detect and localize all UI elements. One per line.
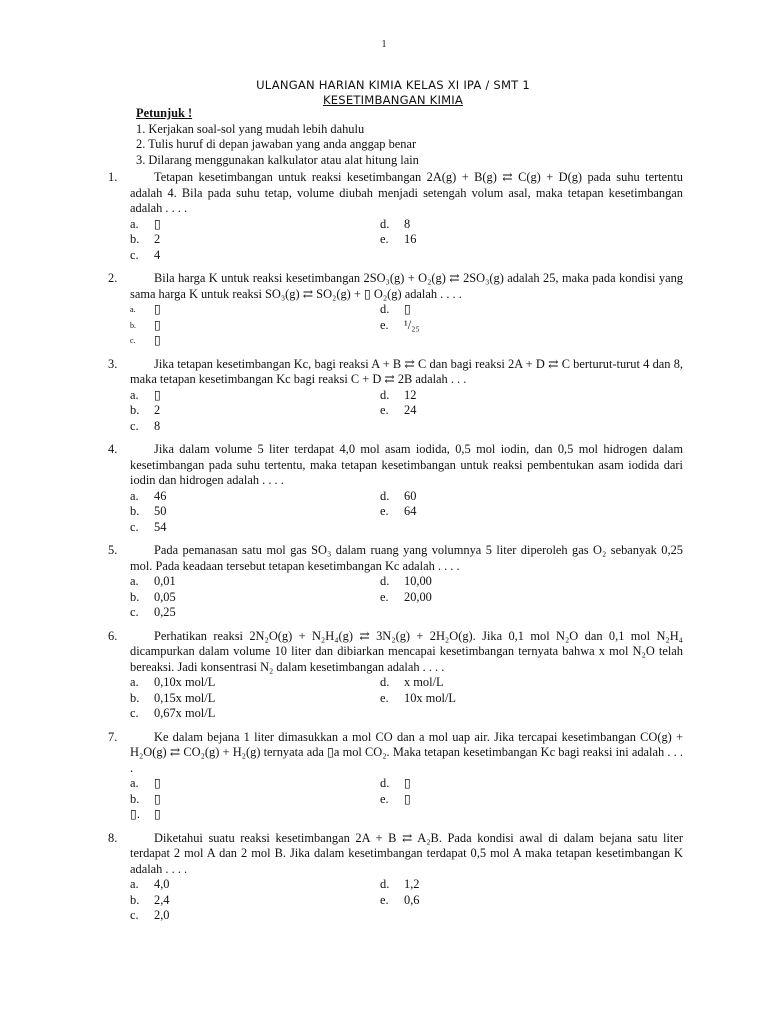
option-e[interactable]: e. 20,00 <box>380 589 432 604</box>
option-c[interactable]: c. 0,67x mol/L <box>130 706 216 720</box>
option-b[interactable]: b. 0,05 <box>130 589 176 604</box>
option-b[interactable]: b. ▯ <box>130 317 161 332</box>
answer-options <box>130 574 683 621</box>
question-2 <box>108 271 683 349</box>
option-c[interactable]: c. 54 <box>130 519 167 534</box>
option-value: 46 <box>154 488 167 503</box>
option-b[interactable]: b. 50 <box>130 504 167 518</box>
option-value: 8 <box>404 216 411 231</box>
option-a[interactable]: a. ▯ <box>130 216 161 231</box>
question-list <box>108 170 683 932</box>
option-value: 0,67x mol/L <box>154 706 216 720</box>
option-value: ▯ <box>154 807 161 821</box>
option-value: 2 <box>154 403 161 417</box>
option-b[interactable]: b. 2 <box>130 403 161 417</box>
option-a[interactable]: a. 0,10x mol/L <box>130 675 216 689</box>
option-value: 4,0 <box>154 877 170 891</box>
option-value: 0,05 <box>154 589 176 604</box>
instruction-item: 1. Kerjakan soal-sol yang mudah lebih dahulu <box>136 121 365 136</box>
question-text: Jika dalam volume 5 liter terdapat 4,0 mol asam iodida, 0,5 mol iodin, dan 0,5 mol hidrogen dalam kesetimbangan pada suhu tertentu, maka tetapan kesetimbangan untuk reaksi pembentukan asam iodida dari iodin dan hidrogen adalah . . . . <box>130 442 683 487</box>
question-6 <box>108 629 683 722</box>
page-number: 1 <box>381 39 387 50</box>
answer-options <box>130 217 683 264</box>
option-value: 0,15x mol/L <box>154 690 216 705</box>
option-e[interactable]: e. 0,6 <box>380 892 420 907</box>
option-value: 24 <box>404 403 417 417</box>
question-number: 6. <box>108 628 118 643</box>
option-a[interactable]: a. 0,01 <box>130 574 176 588</box>
option-d[interactable]: d. 12 <box>380 387 417 402</box>
question-1 <box>108 170 683 263</box>
option-b[interactable]: b. 2,4 <box>130 892 170 907</box>
answer-options <box>130 675 683 722</box>
answer-options <box>130 489 683 536</box>
option-b[interactable]: b. 0,15x mol/L <box>130 690 216 705</box>
exam-title: ULANGAN HARIAN KIMIA KELAS XI IPA / SMT 1 <box>256 78 530 92</box>
option-d[interactable]: d. ▯ <box>380 302 411 316</box>
question-text: Pada pemanasan satu mol gas SO₃ dalam ruang yang volumnya 5 liter diperoleh gas O₂ sebanyak 0,25 mol. Pada keadaan tersebut tetapan kesetimbangan Kc adalah . . . . <box>130 543 683 573</box>
option-c[interactable]: ▯. ▯ <box>130 807 161 821</box>
option-d[interactable]: d. 10,00 <box>380 574 432 588</box>
option-a[interactable]: a. 46 <box>130 488 167 503</box>
question-text: Bila harga K untuk reaksi kesetimbangan 2SO₃(g) + O₂(g) ⇄ 2SO₃(g) adalah 25, maka pada kondisi yang sama harga K untuk reaksi SO₃(g) ⇄ SO₂(g) + ▯ O₂(g) adalah . . . . <box>130 271 683 301</box>
question-text: Tetapan kesetimbangan untuk reaksi kesetimbangan 2A(g) + B(g) ⇄ C(g) + D(g) pada suhu tertentu adalah 4. Bila pada suhu tetap, volume diubah menjadi setengah volum asal, maka tetapan kesetimbangan adalah . . . . <box>130 170 683 215</box>
option-value: ▯ <box>154 791 161 806</box>
question-7 <box>108 730 683 823</box>
instructions-label: Petunjuk ! <box>136 106 193 120</box>
option-c[interactable]: c. ▯ <box>130 333 161 347</box>
option-d[interactable]: d. 1,2 <box>380 877 420 891</box>
option-c[interactable]: c. 2,0 <box>130 908 170 922</box>
question-text: Ke dalam bejana 1 liter dimasukkan a mol CO dan a mol uap air. Jika tercapai kesetimbangan CO(g) + H₂O(g) ⇄ CO₂(g) + H₂(g) ternyata ada ▯a mol CO₂. Maka tetapan kesetimbangan Kc bagi reaksi ini adalah . . . . <box>130 729 683 775</box>
option-value: 64 <box>404 504 417 518</box>
option-value: ▯ <box>404 791 411 806</box>
option-value: 12 <box>404 387 417 402</box>
option-e[interactable]: e. 10x mol/L <box>380 690 456 705</box>
exam-header <box>0 78 768 108</box>
option-value: ▯ <box>154 302 161 316</box>
option-value: 2,4 <box>154 892 170 907</box>
option-value: 0,10x mol/L <box>154 675 216 689</box>
option-e[interactable]: e. 24 <box>380 403 417 417</box>
option-c[interactable]: c. 8 <box>130 418 161 433</box>
option-value: 8 <box>154 418 161 433</box>
option-b[interactable]: b. 2 <box>130 232 161 246</box>
option-value: 20,00 <box>404 589 432 604</box>
option-e[interactable]: e. ▯ <box>380 791 411 806</box>
question-5 <box>108 543 683 621</box>
question-text: Jika tetapan kesetimbangan Kc, bagi reaksi A + B ⇄ C dan bagi reaksi 2A + D ⇄ C berturut-turut 4 dan 8, maka tetapan kesetimbangan Kc bagi reaksi C + D ⇄ 2B adalah . . . <box>130 356 683 386</box>
answer-options <box>130 302 683 349</box>
option-value: ▯ <box>154 333 161 347</box>
option-d[interactable]: d. 60 <box>380 488 417 503</box>
option-value: 60 <box>404 488 417 503</box>
option-value: ▯ <box>154 776 161 790</box>
option-value: 2,0 <box>154 908 170 922</box>
option-value: ¹/₂₅ <box>404 317 420 332</box>
option-a[interactable]: a. ▯ <box>130 387 161 402</box>
question-8 <box>108 831 683 924</box>
option-a[interactable]: a. ▯ <box>130 776 161 790</box>
option-value: 10,00 <box>404 574 432 588</box>
option-value: ▯ <box>154 387 161 402</box>
question-number: 2. <box>108 271 118 285</box>
question-number: 8. <box>108 830 118 845</box>
option-value: 10x mol/L <box>404 690 456 705</box>
option-d[interactable]: d. x mol/L <box>380 675 444 689</box>
question-text: Perhatikan reaksi 2N₂O(g) + N₂H₄(g) ⇄ 3N₂(g) + 2H₂O(g). Jika 0,1 mol N₂O dan 0,1 mol N₂H₄ dicampurkan dalam volume 10 liter dan dibiarkan mencapai kesetimbangan ternyata bahwa x mol N₂O telah bereaksi. Jadi konsentrasi N₂ dalam kesetimbangan adalah . . . . <box>130 628 683 674</box>
instruction-item: 3. Dilarang menggunakan kalkulator atau alat hitung lain <box>136 152 419 167</box>
option-value: x mol/L <box>404 675 444 689</box>
question-number: 1. <box>108 170 118 184</box>
option-value: 4 <box>154 247 161 262</box>
option-b[interactable]: b. ▯ <box>130 791 161 806</box>
option-value: 0,01 <box>154 574 176 588</box>
answer-options <box>130 877 683 924</box>
instructions <box>136 106 616 168</box>
option-value: 0,6 <box>404 892 420 907</box>
question-4 <box>108 442 683 535</box>
option-value: 16 <box>404 232 417 246</box>
option-value: ▯ <box>154 216 161 231</box>
option-e[interactable]: e. 16 <box>380 232 417 246</box>
question-3 <box>108 357 683 435</box>
option-value: ▯ <box>404 302 411 316</box>
exam-subtitle: KESETIMBANGAN KIMIA <box>322 93 464 107</box>
option-d[interactable]: d. ▯ <box>380 776 411 790</box>
answer-options <box>130 388 683 435</box>
option-a[interactable]: a. 4,0 <box>130 877 170 891</box>
question-number: 4. <box>108 442 118 456</box>
instruction-item: 2. Tulis huruf di depan jawaban yang anda anggap benar <box>136 137 417 151</box>
option-d[interactable]: d. 8 <box>380 216 411 231</box>
option-a[interactable]: a. ▯ <box>130 302 161 316</box>
option-value: ▯ <box>404 776 411 790</box>
option-value: 50 <box>154 504 167 518</box>
option-value: 0,25 <box>154 605 176 619</box>
question-number: 7. <box>108 729 118 744</box>
answer-options <box>130 776 683 823</box>
option-value: 1,2 <box>404 877 420 891</box>
option-e[interactable]: e. ¹/₂₅ <box>380 317 420 332</box>
option-value: 2 <box>154 232 161 246</box>
option-c[interactable]: c. 0,25 <box>130 605 176 619</box>
question-number: 3. <box>108 356 118 371</box>
question-number: 5. <box>108 543 118 557</box>
option-e[interactable]: e. 64 <box>380 504 417 518</box>
option-c[interactable]: c. 4 <box>130 247 161 262</box>
question-text: Diketahui suatu reaksi kesetimbangan 2A + B ⇄ A₂B. Pada kondisi awal di dalam bejana satu liter terdapat 2 mol A dan 2 mol B. Jika dalam kesetimbangan terdapat 0,5 mol A maka tetapan kesetimbangan K adalah . . . . <box>130 830 683 876</box>
option-value: ▯ <box>154 317 161 332</box>
option-value: 54 <box>154 519 167 534</box>
